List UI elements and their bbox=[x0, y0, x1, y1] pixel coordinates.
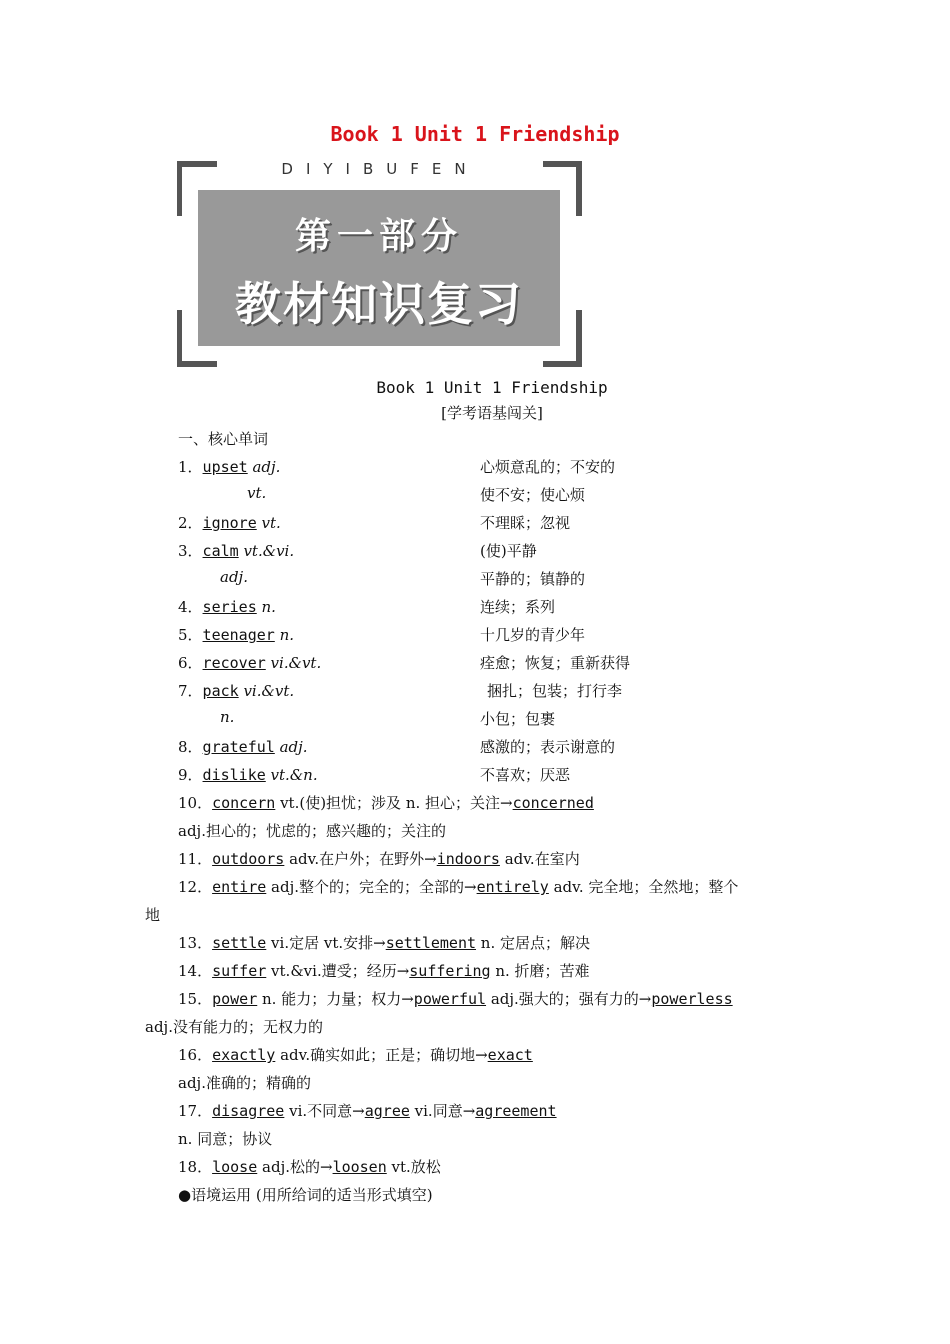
related-word: loosen bbox=[332, 1158, 387, 1176]
list-item bbox=[178, 988, 733, 1009]
word: upset bbox=[202, 458, 248, 476]
list-item bbox=[178, 680, 294, 701]
definition-continued: adj.担心的；忧虑的；感兴趣的；关注的 bbox=[178, 822, 446, 840]
part-of-speech: n. bbox=[261, 598, 276, 616]
definition: adv.确实如此；正是；确切地→ bbox=[275, 1046, 488, 1064]
section-tag: [学考语基闯关] bbox=[441, 404, 543, 422]
part-of-speech: vt.&vi. bbox=[243, 542, 295, 560]
related-word: suffering bbox=[409, 962, 491, 980]
list-item bbox=[178, 540, 294, 561]
related-word: agreement bbox=[475, 1102, 557, 1120]
context-heading: ●语境运用 (用所给词的适当形式填空) bbox=[178, 1186, 433, 1204]
banner-part-label: 第一部分 bbox=[294, 216, 463, 257]
word: concern bbox=[212, 794, 276, 812]
word-meaning: 不喜欢；厌恶 bbox=[480, 766, 571, 784]
word: loose bbox=[212, 1158, 258, 1176]
word-meaning: 不理睬；忽视 bbox=[480, 514, 571, 532]
unit-subtitle: Book 1 Unit 1 Friendship bbox=[376, 378, 608, 397]
item-number: 13． bbox=[178, 934, 213, 952]
word: series bbox=[202, 598, 257, 616]
word-meaning: 小包；包裹 bbox=[480, 710, 556, 728]
word-meaning: 痊愈；恢复；重新获得 bbox=[480, 654, 631, 672]
part-of-speech: vi.&vt. bbox=[243, 682, 295, 700]
definition-continued: adj.准确的；精确的 bbox=[178, 1074, 311, 1092]
definition: vt.(使)担忧；涉及 n. 担心；关注→ bbox=[275, 794, 513, 812]
word: entire bbox=[212, 878, 267, 896]
definition: vi.不同意→ bbox=[284, 1102, 365, 1120]
item-number: 15． bbox=[178, 990, 213, 1008]
definition: adv.在室内 bbox=[499, 850, 580, 868]
word: recover bbox=[202, 654, 266, 672]
list-item bbox=[178, 624, 294, 645]
definition: adv.在户外；在野外→ bbox=[284, 850, 437, 868]
part-of-speech: vt. bbox=[261, 514, 281, 532]
item-number: 8． bbox=[178, 738, 203, 756]
item-number: 2． bbox=[178, 514, 203, 532]
word: grateful bbox=[202, 738, 275, 756]
item-number: 4． bbox=[178, 598, 203, 616]
item-number: 17． bbox=[178, 1102, 213, 1120]
related-word: settlement bbox=[385, 934, 477, 952]
definition: n. 折磨；苦难 bbox=[490, 962, 590, 980]
word: ignore bbox=[202, 514, 257, 532]
word: power bbox=[212, 990, 258, 1008]
part-of-speech: vt.&n. bbox=[270, 766, 318, 784]
word-meaning: 心烦意乱的；不安的 bbox=[480, 458, 616, 476]
item-number: 18． bbox=[178, 1158, 213, 1176]
item-number: 5． bbox=[178, 626, 203, 644]
word-meaning: 使不安；使心烦 bbox=[480, 486, 586, 504]
item-number: 6． bbox=[178, 654, 203, 672]
related-word: powerful bbox=[413, 990, 487, 1008]
list-item bbox=[178, 932, 590, 953]
item-number: 7． bbox=[178, 682, 203, 700]
item-number: 9． bbox=[178, 766, 203, 784]
list-item bbox=[178, 512, 281, 533]
related-word: powerless bbox=[651, 990, 733, 1008]
item-number: 16． bbox=[178, 1046, 213, 1064]
definition-continued: adj.没有能力的；无权力的 bbox=[145, 1018, 323, 1036]
word-meaning: 连续；系列 bbox=[480, 598, 556, 616]
part-of-speech: n. bbox=[279, 626, 295, 644]
word: outdoors bbox=[212, 850, 285, 868]
definition-continued: 地 bbox=[145, 906, 161, 924]
word-meaning: 感激的；表示谢意的 bbox=[480, 738, 616, 756]
list-item bbox=[178, 792, 594, 813]
word: exactly bbox=[212, 1046, 276, 1064]
list-item bbox=[178, 1100, 557, 1121]
item-number: 11． bbox=[178, 850, 213, 868]
part-of-speech: adj. bbox=[252, 458, 281, 476]
definition: vi.定居 vt.安排→ bbox=[266, 934, 386, 952]
definition: n. 定居点；解决 bbox=[476, 934, 590, 952]
word: dislike bbox=[202, 766, 266, 784]
item-number: 1． bbox=[178, 458, 203, 476]
definition: adv. 完全地；全然地；整个 bbox=[548, 878, 739, 896]
list-item bbox=[178, 960, 590, 981]
related-word: entirely bbox=[476, 878, 549, 896]
word: suffer bbox=[212, 962, 267, 980]
word: pack bbox=[202, 682, 239, 700]
banner-section-label: 教材知识复习 bbox=[235, 277, 523, 331]
list-item bbox=[178, 652, 321, 673]
definition: n. 能力；力量；权力→ bbox=[257, 990, 414, 1008]
list-item bbox=[178, 1044, 533, 1065]
word: calm bbox=[202, 542, 239, 560]
banner-pinyin: DIYIBUFEN bbox=[281, 160, 479, 178]
related-word: agree bbox=[364, 1102, 410, 1120]
list-item bbox=[178, 596, 276, 617]
definition: vi.同意→ bbox=[409, 1102, 476, 1120]
part-of-speech: vt. bbox=[247, 484, 267, 502]
definition: adj.整个的；完全的；全部的→ bbox=[266, 878, 477, 896]
item-number: 10． bbox=[178, 794, 213, 812]
list-item bbox=[178, 848, 580, 869]
related-word: exact bbox=[487, 1046, 533, 1064]
definition-continued: n. 同意；协议 bbox=[178, 1130, 273, 1148]
list-item bbox=[178, 1156, 441, 1177]
part-of-speech: vi.&vt. bbox=[270, 654, 322, 672]
list-item bbox=[178, 456, 280, 477]
page-title: Book 1 Unit 1 Friendship bbox=[330, 122, 620, 146]
related-word: indoors bbox=[436, 850, 500, 868]
section-heading: 一、核心单词 bbox=[178, 430, 269, 448]
part-of-speech: n. bbox=[220, 708, 235, 726]
list-item bbox=[178, 736, 308, 757]
item-number: 12． bbox=[178, 878, 213, 896]
word: disagree bbox=[212, 1102, 285, 1120]
word-meaning: 平静的；镇静的 bbox=[480, 570, 586, 588]
definition: vt.放松 bbox=[386, 1158, 441, 1176]
definition: vt.&vi.遭受；经历→ bbox=[266, 962, 410, 980]
word-meaning: (使)平静 bbox=[480, 542, 537, 560]
definition: adj.强大的；强有力的→ bbox=[486, 990, 652, 1008]
part-of-speech: adj. bbox=[279, 738, 308, 756]
list-item bbox=[178, 764, 318, 785]
word: teenager bbox=[202, 626, 275, 644]
list-item bbox=[178, 876, 738, 897]
item-number: 14． bbox=[178, 962, 213, 980]
word-meaning: 捆扎；包装；打行李 bbox=[487, 682, 623, 700]
definition: adj.松的→ bbox=[257, 1158, 333, 1176]
word: settle bbox=[212, 934, 267, 952]
item-number: 3． bbox=[178, 542, 203, 560]
related-word: concerned bbox=[512, 794, 594, 812]
part-of-speech: adj. bbox=[220, 568, 248, 586]
word-meaning: 十几岁的青少年 bbox=[480, 626, 586, 644]
